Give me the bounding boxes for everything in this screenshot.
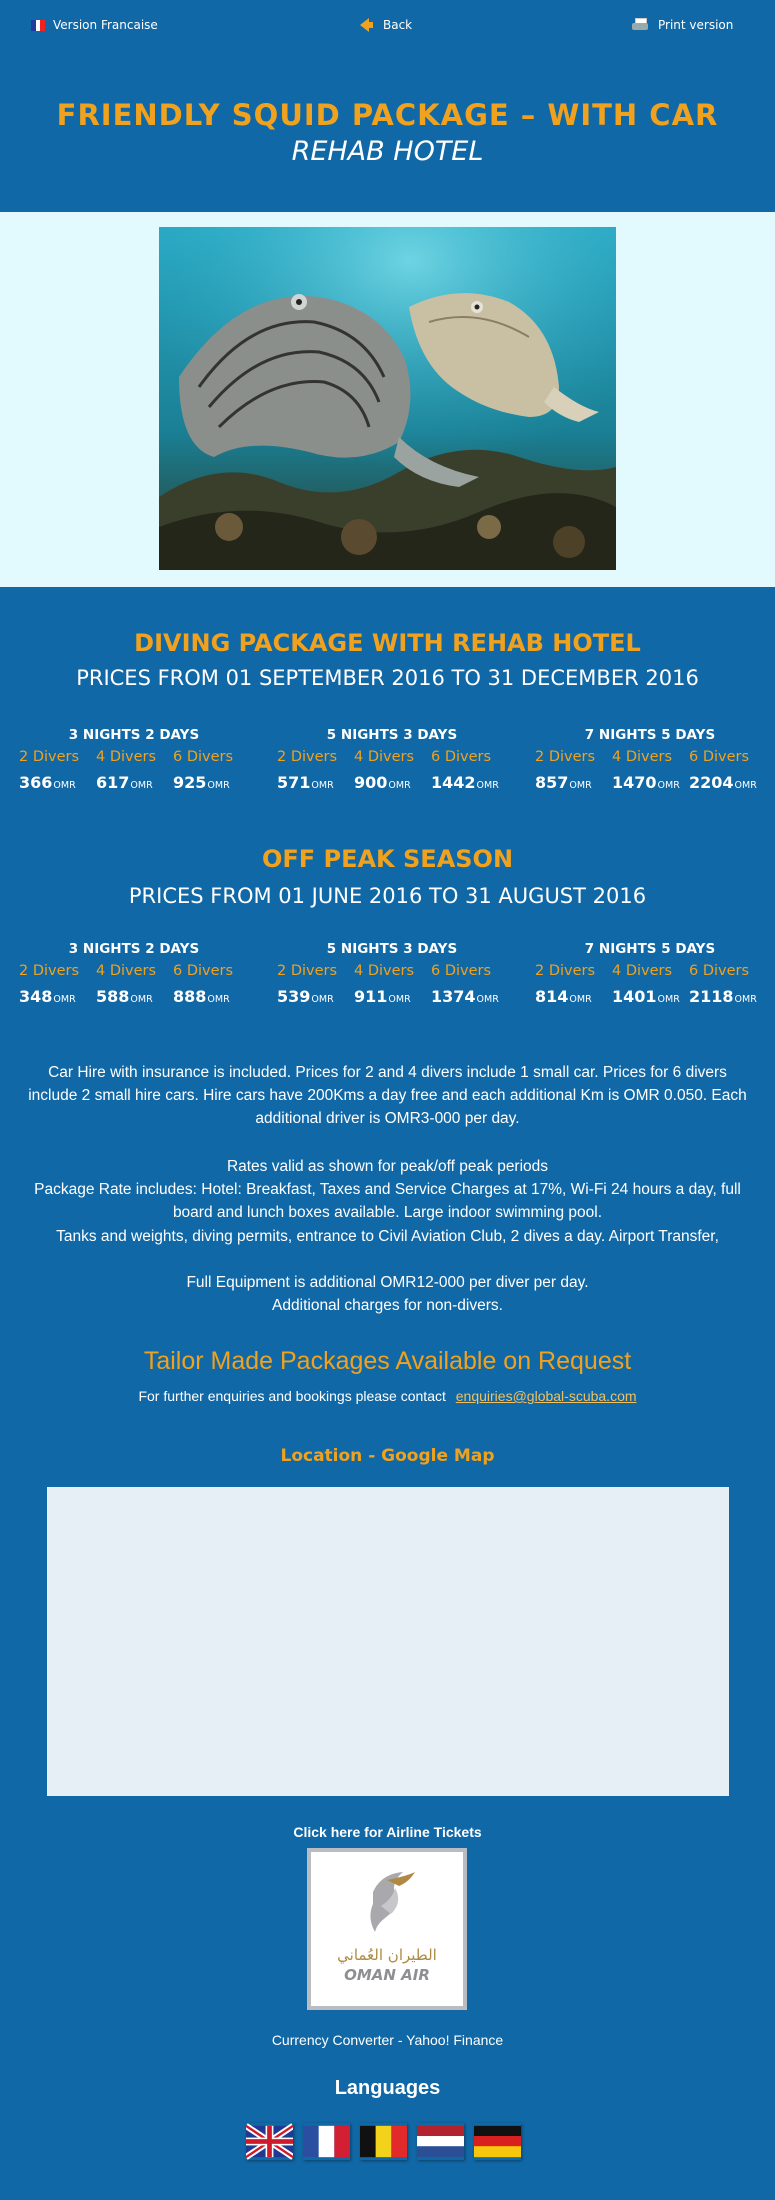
- peak-package-1: [19, 727, 249, 792]
- price-value: 888OMR: [173, 987, 230, 1006]
- email-link[interactable]: enquiries@global-scuba.com: [455, 1388, 637, 1404]
- price-value: 1401OMR: [612, 987, 680, 1006]
- price-value: 2118OMR: [689, 987, 757, 1006]
- offpeak-package-2: [277, 941, 507, 1006]
- divers-label: 2 Divers: [535, 749, 596, 765]
- price-value: 1470OMR: [612, 773, 680, 792]
- package-title: 3 NIGHTS 2 DAYS: [68, 727, 200, 743]
- uk-flag-icon[interactable]: [246, 2123, 293, 2160]
- package-title: 3 NIGHTS 2 DAYS: [68, 941, 200, 957]
- top-nav: [0, 0, 775, 52]
- back-label: Back: [383, 18, 413, 32]
- peak-package-3: [535, 727, 765, 792]
- version-francaise-label: Version Francaise: [53, 18, 158, 32]
- divers-label: 4 Divers: [354, 749, 415, 765]
- german-flag-icon[interactable]: [474, 2123, 521, 2160]
- divers-label: 2 Divers: [535, 963, 596, 979]
- divers-label: 2 Divers: [277, 749, 338, 765]
- cuttlefish-photo: [159, 227, 616, 570]
- equipment-text: Full Equipment is additional OMR12-000 per diver per day.: [186, 1274, 589, 1291]
- package-title: 5 NIGHTS 3 DAYS: [326, 941, 458, 957]
- price-value: 900OMR: [354, 773, 411, 792]
- price-value: 911OMR: [354, 987, 411, 1006]
- enquiries-line: [0, 1388, 775, 1404]
- printer-icon: [632, 18, 648, 32]
- price-value: 1374OMR: [431, 987, 499, 1006]
- divers-label: 6 Divers: [431, 749, 492, 765]
- price-value: 539OMR: [277, 987, 334, 1006]
- map-title[interactable]: Location - Google Map: [280, 1446, 495, 1466]
- french-flag-icon[interactable]: [303, 2123, 350, 2160]
- package-title: 7 NIGHTS 5 DAYS: [584, 727, 716, 743]
- price-value: 571OMR: [277, 773, 334, 792]
- price-value: 366OMR: [19, 773, 76, 792]
- version-francaise-link[interactable]: [31, 18, 158, 32]
- price-value: 588OMR: [96, 987, 153, 1006]
- price-value: 348OMR: [19, 987, 76, 1006]
- price-value: 1442OMR: [431, 773, 499, 792]
- page-subtitle: REHAB HOTEL: [291, 136, 484, 167]
- language-flags: [246, 2123, 521, 2160]
- rates-valid-text: Rates valid as shown for peak/off peak periods: [226, 1158, 549, 1175]
- oman-air-arabic: الطيران العُماني: [337, 1946, 437, 1964]
- price-value: 617OMR: [96, 773, 153, 792]
- enquiries-text: For further enquiries and bookings please contact: [138, 1388, 446, 1404]
- divers-label: 4 Divers: [612, 963, 673, 979]
- languages-heading: Languages: [334, 2077, 441, 2099]
- package-title: 7 NIGHTS 5 DAYS: [584, 941, 716, 957]
- offpeak-dates: PRICES FROM 01 JUNE 2016 TO 31 AUGUST 2016: [128, 884, 647, 908]
- page-title: FRIENDLY SQUID PACKAGE – WITH CAR: [56, 98, 719, 132]
- price-value: 925OMR: [173, 773, 230, 792]
- divers-label: 2 Divers: [19, 749, 80, 765]
- peak-dates: PRICES FROM 01 SEPTEMBER 2016 TO 31 DECEMBER 2016: [76, 666, 699, 690]
- divers-label: 6 Divers: [173, 963, 234, 979]
- divers-label: 6 Divers: [173, 749, 234, 765]
- package-includes-text: Package Rate includes: Hotel: Breakfast, Taxes and Service Charges at 17%, Wi-Fi 24 hours a day, full board and lunch boxes available. Large indoor swimming pool.: [34, 1181, 741, 1221]
- offpeak-package-1: [19, 941, 249, 1006]
- back-link[interactable]: [360, 18, 412, 32]
- divers-label: 4 Divers: [612, 749, 673, 765]
- belgian-flag-icon[interactable]: [360, 2123, 407, 2160]
- back-arrow-icon: [360, 18, 369, 32]
- divers-label: 4 Divers: [96, 749, 157, 765]
- currency-converter-link[interactable]: Currency Converter - Yahoo! Finance: [271, 2032, 504, 2048]
- divers-label: 2 Divers: [19, 963, 80, 979]
- price-value: 2204OMR: [689, 773, 757, 792]
- tailor-made-heading: Tailor Made Packages Available on Request: [143, 1347, 632, 1375]
- divers-label: 4 Divers: [96, 963, 157, 979]
- peak-heading: DIVING PACKAGE WITH REHAB HOTEL: [134, 629, 641, 657]
- print-version-link[interactable]: [632, 18, 733, 32]
- car-hire-text: Car Hire with insurance is included. Prices for 2 and 4 divers include 1 small car. Prices for 6 divers include 2 small hire cars. Hire cars have 200Kms a day free and each additional Km is OMR 0.050. Each additional driver is OMR3-000 per day.: [28, 1064, 747, 1127]
- price-value: 814OMR: [535, 987, 592, 1006]
- google-map[interactable]: [47, 1487, 729, 1796]
- divers-label: 6 Divers: [689, 963, 750, 979]
- tanks-text: Tanks and weights, diving permits, entrance to Civil Aviation Club, 2 dives a day. Airport Transfer,: [56, 1228, 719, 1245]
- print-version-label: Print version: [658, 18, 734, 32]
- offpeak-heading: OFF PEAK SEASON: [261, 845, 514, 873]
- non-divers-text: Additional charges for non-divers.: [272, 1297, 503, 1314]
- oman-air-text: OMAN AIR: [344, 1966, 430, 1984]
- package-title: 5 NIGHTS 3 DAYS: [326, 727, 458, 743]
- peak-package-2: [277, 727, 507, 792]
- dutch-flag-icon[interactable]: [417, 2123, 464, 2160]
- price-value: 857OMR: [535, 773, 592, 792]
- french-flag-icon: [31, 20, 45, 31]
- oman-air-logo[interactable]: [307, 1848, 467, 2010]
- divers-label: 4 Divers: [354, 963, 415, 979]
- divers-label: 6 Divers: [689, 749, 750, 765]
- offpeak-package-3: [535, 941, 765, 1006]
- divers-label: 2 Divers: [277, 963, 338, 979]
- airline-tickets-link[interactable]: Click here for Airline Tickets: [293, 1824, 482, 1840]
- divers-label: 6 Divers: [431, 963, 492, 979]
